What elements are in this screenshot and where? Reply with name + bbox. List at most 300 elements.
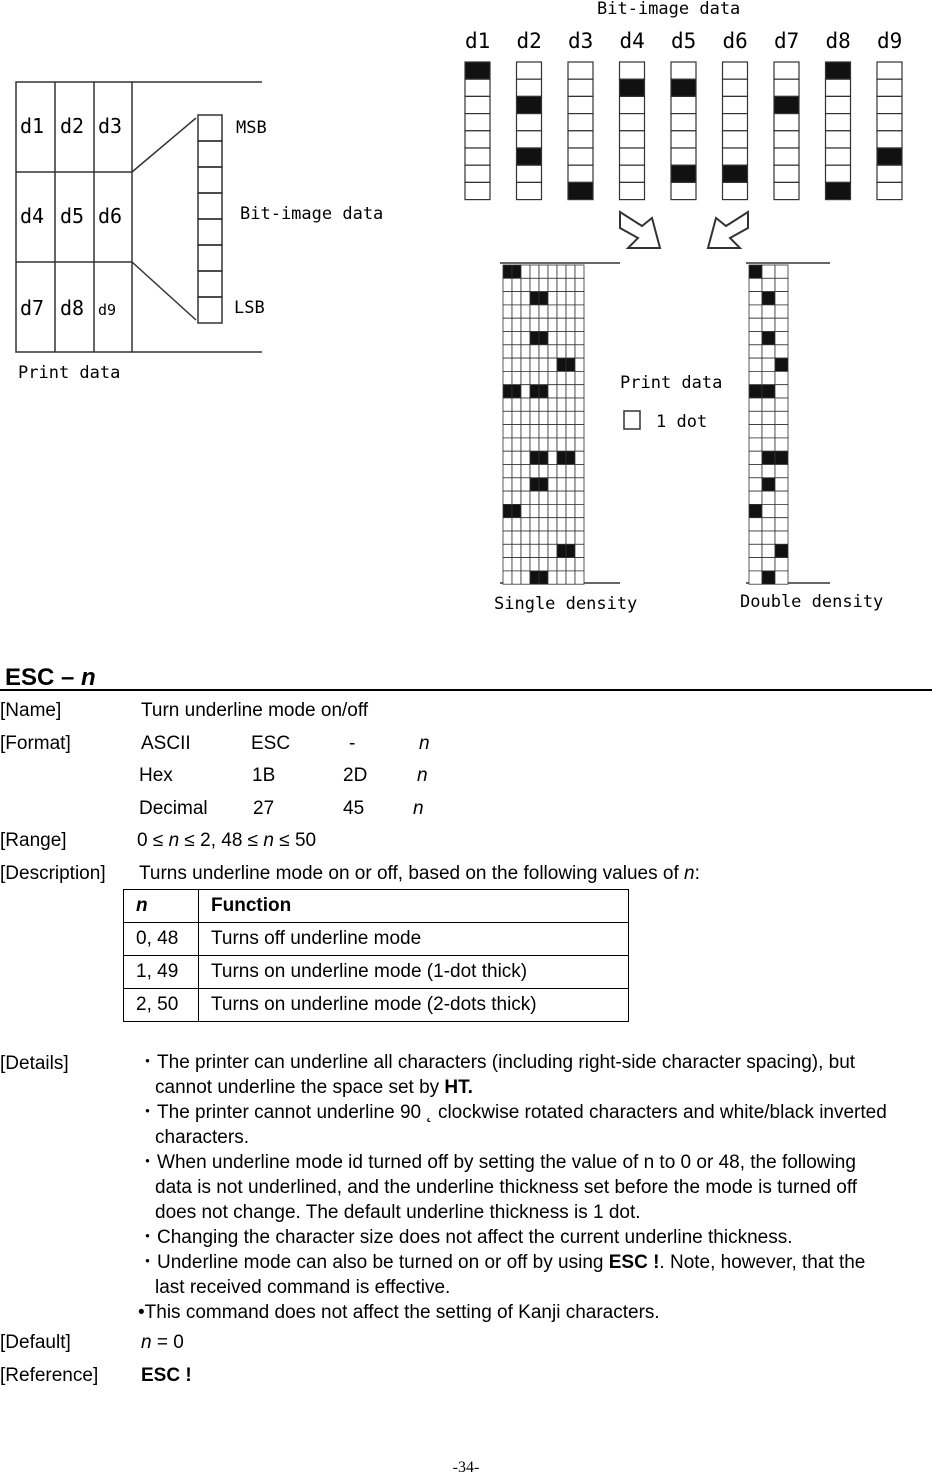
table-header-function: Function: [199, 890, 629, 923]
dot-cell: [557, 411, 566, 424]
dot-cell: [575, 398, 584, 411]
bit-cell: [568, 96, 593, 113]
dot-cell: [530, 544, 539, 557]
dot-cell: [548, 425, 557, 438]
bit-cell: [826, 165, 851, 182]
dot-cell: [503, 451, 512, 464]
dot-cell: [566, 358, 575, 371]
format-hex-c: n: [417, 765, 428, 786]
dot-cell: [530, 478, 539, 491]
dot-cell: [749, 518, 762, 531]
dot-cell: [548, 544, 557, 557]
table-cell-n: 1, 49: [124, 956, 199, 989]
default-n: n: [141, 1332, 152, 1353]
dot-cell: [575, 438, 584, 451]
details-label: [Details]: [0, 1053, 69, 1074]
dot-cell: [512, 451, 521, 464]
bit-cell: [465, 62, 490, 79]
grid-label: d8: [60, 296, 85, 320]
bit-cell: [774, 148, 799, 165]
dot-cell: [503, 385, 512, 398]
function-table: [123, 889, 629, 1022]
bit-cell: [826, 114, 851, 131]
dot-cell: [539, 318, 548, 331]
lsb-label: LSB: [234, 298, 265, 318]
dot-cell: [503, 558, 512, 571]
dot-cell: [575, 558, 584, 571]
dot-cell: [566, 332, 575, 345]
dot-cell: [749, 305, 762, 318]
dot-cell: [749, 345, 762, 358]
dot-cell: [521, 265, 530, 278]
dot-cell: [566, 318, 575, 331]
column-label: d8: [825, 29, 851, 53]
dot-cell: [762, 292, 775, 305]
format-hex-kind: Hex: [139, 765, 173, 786]
dot-cell: [530, 265, 539, 278]
dot-cell: [557, 465, 566, 478]
dot-cell: [775, 345, 788, 358]
bit-cell: [723, 62, 748, 79]
dot-cell: [503, 425, 512, 438]
detail-text: When underline mode id turned off by setting the value of n to 0 or 48, the following data is not underlined, and the underline thickness set before the mode is turned off does not change. The default underline thickness is 1 dot.: [155, 1152, 858, 1223]
bit-cell: [620, 62, 645, 79]
dot-cell: [521, 385, 530, 398]
dot-cell: [775, 371, 788, 384]
dot-cell: [548, 438, 557, 451]
table-header-n: n: [124, 890, 199, 923]
dot-cell: [548, 305, 557, 318]
dot-cell: [575, 345, 584, 358]
dot-cell: [762, 531, 775, 544]
dot-cell: [775, 305, 788, 318]
dot-cell: [557, 571, 566, 584]
page-number: -34-: [452, 1459, 480, 1476]
dot-cell: [530, 345, 539, 358]
dot-cell: [530, 371, 539, 384]
detail-ht: HT.: [444, 1077, 473, 1098]
dot-cell: [557, 531, 566, 544]
dot-cell: [566, 465, 575, 478]
column-label: d4: [619, 29, 645, 53]
dot-cell: [512, 265, 521, 278]
double-density-label: Double density: [740, 592, 884, 612]
dot-cell: [548, 558, 557, 571]
dot-cell: [530, 438, 539, 451]
dot-cell: [762, 544, 775, 557]
bit-cell: [620, 182, 645, 199]
dot-cell: [762, 411, 775, 424]
dot-cell: [566, 571, 575, 584]
dot-cell: [530, 518, 539, 531]
dot-cell: [539, 544, 548, 557]
dot-cell: [539, 465, 548, 478]
dot-cell: [548, 518, 557, 531]
dot-cell: [521, 558, 530, 571]
dot-cell: [521, 278, 530, 291]
bit-cell: [517, 62, 542, 79]
dot-cell: [539, 332, 548, 345]
detail-item: [138, 1250, 898, 1300]
dot-cell: [503, 571, 512, 584]
dot-cell: [749, 332, 762, 345]
dot-cell: [503, 278, 512, 291]
format-ascii-kind: ASCII: [141, 733, 191, 754]
dot-cell: [512, 371, 521, 384]
details-list: [138, 1050, 898, 1325]
bit-cell: [774, 131, 799, 148]
format-label: [Format]: [0, 733, 71, 754]
dot-cell: [575, 358, 584, 371]
dot-cell: [775, 358, 788, 371]
dot-cell: [557, 398, 566, 411]
dot-cell: [775, 385, 788, 398]
grid-label: d3: [98, 114, 123, 138]
grid-label: d9: [98, 301, 117, 319]
dot-cell: [503, 504, 512, 517]
reference-value: ESC !: [141, 1365, 192, 1386]
dot-cell: [539, 278, 548, 291]
format-decimal-a: 27: [253, 798, 275, 819]
bit-cell: [671, 96, 696, 113]
dot-cell: [530, 358, 539, 371]
dot-cell: [566, 278, 575, 291]
table-cell-function: Turns on underline mode (2-dots thick): [199, 989, 629, 1022]
bit-cell: [620, 79, 645, 96]
dot-cell: [512, 438, 521, 451]
dot-cell: [548, 292, 557, 305]
command-title-main: ESC –: [5, 664, 75, 691]
dot-cell: [575, 504, 584, 517]
dot-cell: [539, 571, 548, 584]
dot-cell: [539, 305, 548, 318]
command-title: [5, 664, 96, 692]
bit-cell: [671, 114, 696, 131]
dot-cell: [775, 478, 788, 491]
dot-cell: [512, 358, 521, 371]
detail-text: The printer cannot underline 90 ˛ clockwise rotated characters and white/black inverted characters.: [155, 1102, 887, 1148]
dot-cell: [539, 358, 548, 371]
dot-cell: [762, 278, 775, 291]
dot-cell: [557, 491, 566, 504]
dot-cell: [762, 385, 775, 398]
bit-cell: [517, 114, 542, 131]
print-data-label-left: Print data: [18, 363, 121, 383]
range-n1: n: [168, 830, 180, 851]
dot-cell: [762, 438, 775, 451]
bit-cell: [465, 114, 490, 131]
grid-label: d4: [20, 204, 45, 228]
detail-item: [138, 1225, 898, 1250]
dot-cell: [575, 411, 584, 424]
dot-cell: [539, 345, 548, 358]
bit-cell: [774, 182, 799, 199]
bit-image-label-top: Bit-image data: [597, 0, 741, 19]
dot-cell: [512, 292, 521, 305]
grid-label: d1: [20, 114, 45, 138]
bit-cell: [198, 271, 222, 297]
bit-cell: [671, 131, 696, 148]
bit-cell: [198, 297, 222, 323]
dot-cell: [566, 518, 575, 531]
dot-cell: [775, 318, 788, 331]
table-cell-function: Turns off underline mode: [199, 923, 629, 956]
grid-label: d7: [20, 296, 45, 320]
dot-legend-square: [624, 411, 640, 429]
dot-cell: [512, 398, 521, 411]
dot-cell: [521, 318, 530, 331]
dot-cell: [503, 531, 512, 544]
dot-cell: [548, 265, 557, 278]
bit-cell: [826, 131, 851, 148]
dot-cell: [775, 451, 788, 464]
bit-cell: [723, 79, 748, 96]
dot-cell: [539, 438, 548, 451]
dot-cell: [539, 518, 548, 531]
name-value: Turn underline mode on/off: [141, 700, 369, 721]
dot-cell: [548, 371, 557, 384]
column-label: d2: [516, 29, 542, 53]
dot-cell: [566, 451, 575, 464]
dot-cell: [557, 438, 566, 451]
dot-cell: [512, 305, 521, 318]
dot-cell: [557, 371, 566, 384]
dot-cell: [557, 558, 566, 571]
detail-item: [138, 1050, 898, 1100]
bit-cell: [826, 62, 851, 79]
dot-cell: [575, 292, 584, 305]
dot-cell: [548, 571, 557, 584]
dot-cell: [762, 478, 775, 491]
dot-cell: [566, 411, 575, 424]
format-decimal-c: n: [413, 798, 424, 819]
bit-cell: [877, 62, 902, 79]
range-label: [Range]: [0, 830, 67, 851]
single-density-grid: [503, 265, 584, 584]
dot-cell: [521, 398, 530, 411]
arrow-down-left-icon: [708, 212, 748, 248]
bit-cell: [620, 96, 645, 113]
dot-cell: [503, 371, 512, 384]
bit-cell: [568, 79, 593, 96]
dot-cell: [503, 345, 512, 358]
bit-cell: [465, 79, 490, 96]
format-decimal-kind: Decimal: [139, 798, 208, 819]
bit-cell: [465, 165, 490, 182]
dot-cell: [575, 478, 584, 491]
column-label: d3: [568, 29, 594, 53]
dot-cell: [548, 358, 557, 371]
dot-cell: [749, 571, 762, 584]
dot-cell: [530, 531, 539, 544]
dot-cell: [503, 544, 512, 557]
dot-cell: [512, 318, 521, 331]
dot-cell: [557, 451, 566, 464]
default-label: [Default]: [0, 1332, 71, 1353]
dot-cell: [762, 332, 775, 345]
dot-cell: [521, 451, 530, 464]
bit-cell: [723, 148, 748, 165]
bit-image-figure: [0, 0, 932, 640]
bit-cell: [723, 182, 748, 199]
bit-cell: [568, 62, 593, 79]
description-text: [139, 863, 700, 885]
dot-cell: [575, 332, 584, 345]
dot-cell: [749, 411, 762, 424]
dot-cell: [539, 411, 548, 424]
msb-label: MSB: [236, 118, 267, 138]
bit-cell: [877, 165, 902, 182]
format-ascii-a: ESC: [251, 733, 291, 754]
bit-cell: [620, 114, 645, 131]
title-rule: [0, 689, 932, 691]
dot-cell: [521, 491, 530, 504]
bit-cell: [877, 131, 902, 148]
table-row: [124, 956, 629, 989]
dot-cell: [566, 385, 575, 398]
dot-cell: [749, 292, 762, 305]
column-label: d1: [465, 29, 491, 53]
bit-cell: [826, 79, 851, 96]
dot-cell: [575, 544, 584, 557]
dot-cell: [557, 358, 566, 371]
dot-cell: [557, 518, 566, 531]
dot-cell: [503, 265, 512, 278]
dot-cell: [557, 345, 566, 358]
bit-cell: [723, 165, 748, 182]
grid-label: d6: [98, 204, 123, 228]
dot-cell: [749, 478, 762, 491]
dot-cell: [521, 531, 530, 544]
dot-cell: [575, 531, 584, 544]
dot-cell: [566, 398, 575, 411]
description-suffix: :: [694, 863, 700, 884]
dot-cell: [512, 411, 521, 424]
dot-cell: [762, 558, 775, 571]
dot-cell: [548, 504, 557, 517]
dot-cell: [512, 504, 521, 517]
detail-text: Underline mode can also be turned on or off by using: [157, 1252, 604, 1273]
dot-cell: [749, 425, 762, 438]
dot-cell: [539, 558, 548, 571]
bit-cell: [465, 96, 490, 113]
detail-text: The printer can underline all characters (including right-side character spacing), but cannot underline the space set by: [155, 1052, 856, 1098]
dot-cell: [575, 491, 584, 504]
bit-cell: [877, 96, 902, 113]
dot-cell: [575, 265, 584, 278]
dot-cell: [539, 292, 548, 305]
dot-cell: [521, 438, 530, 451]
dot-cell: [503, 438, 512, 451]
bit-cell: [568, 131, 593, 148]
dot-cell: [775, 491, 788, 504]
dot-cell: [521, 571, 530, 584]
dot-cell: [775, 425, 788, 438]
dot-cell: [557, 265, 566, 278]
bit-cell: [198, 219, 222, 245]
range-value: [137, 830, 316, 852]
dot-cell: [575, 451, 584, 464]
bit-cell: [465, 131, 490, 148]
dot-cell: [521, 465, 530, 478]
dot-cell: [530, 292, 539, 305]
dot-cell: [749, 531, 762, 544]
column-label: d7: [774, 29, 800, 53]
dot-cell: [512, 385, 521, 398]
dot-cell: [548, 411, 557, 424]
dot-cell: [566, 544, 575, 557]
detail-esc-ref: ESC !: [608, 1252, 660, 1273]
detail-item: [138, 1300, 898, 1325]
dot-cell: [521, 371, 530, 384]
dot-cell: [512, 558, 521, 571]
dot-cell: [521, 292, 530, 305]
dot-cell: [557, 544, 566, 557]
table-row: [124, 989, 629, 1022]
dot-cell: [512, 465, 521, 478]
bit-cell: [198, 115, 222, 141]
dot-cell: [566, 305, 575, 318]
dot-cell: [557, 425, 566, 438]
bit-cell: [620, 131, 645, 148]
format-hex-a: 1B: [252, 765, 276, 786]
dot-cell: [762, 504, 775, 517]
dot-cell: [575, 371, 584, 384]
bit-cell: [877, 148, 902, 165]
dot-cell: [749, 491, 762, 504]
dot-cell: [775, 292, 788, 305]
bit-cell: [517, 96, 542, 113]
dot-cell: [749, 265, 762, 278]
dot-cell: [749, 451, 762, 464]
detail-text: Changing the character size does not affect the current underline thickness.: [157, 1227, 793, 1248]
dot-cell: [548, 278, 557, 291]
dot-cell: [512, 332, 521, 345]
dot-cell: [566, 531, 575, 544]
one-dot-label: 1 dot: [656, 412, 708, 432]
dot-cell: [762, 265, 775, 278]
dot-cell: [575, 305, 584, 318]
dot-cell: [749, 544, 762, 557]
dot-cell: [566, 345, 575, 358]
bit-cell: [568, 165, 593, 182]
dot-cell: [557, 478, 566, 491]
command-title-n: n: [81, 664, 96, 691]
dot-cell: [566, 504, 575, 517]
column-label: d9: [877, 29, 903, 53]
bit-cell: [671, 79, 696, 96]
bit-cell: [774, 96, 799, 113]
dot-cell: [530, 332, 539, 345]
dot-cell: [762, 518, 775, 531]
dot-cell: [575, 318, 584, 331]
dot-cell: [539, 504, 548, 517]
dot-cell: [530, 305, 539, 318]
bit-cell: [774, 114, 799, 131]
reference-label: [Reference]: [0, 1365, 99, 1386]
range-part2: ≤ 2, 48 ≤: [184, 830, 259, 851]
detail-item: [138, 1150, 898, 1225]
dot-cell: [503, 358, 512, 371]
dot-cell: [566, 558, 575, 571]
dot-cell: [539, 531, 548, 544]
dot-cell: [530, 278, 539, 291]
bit-cell: [198, 141, 222, 167]
table-cell-function: Turns on underline mode (1-dot thick): [199, 956, 629, 989]
default-value: [141, 1332, 184, 1354]
bit-cell: [826, 182, 851, 199]
dot-cell: [775, 278, 788, 291]
